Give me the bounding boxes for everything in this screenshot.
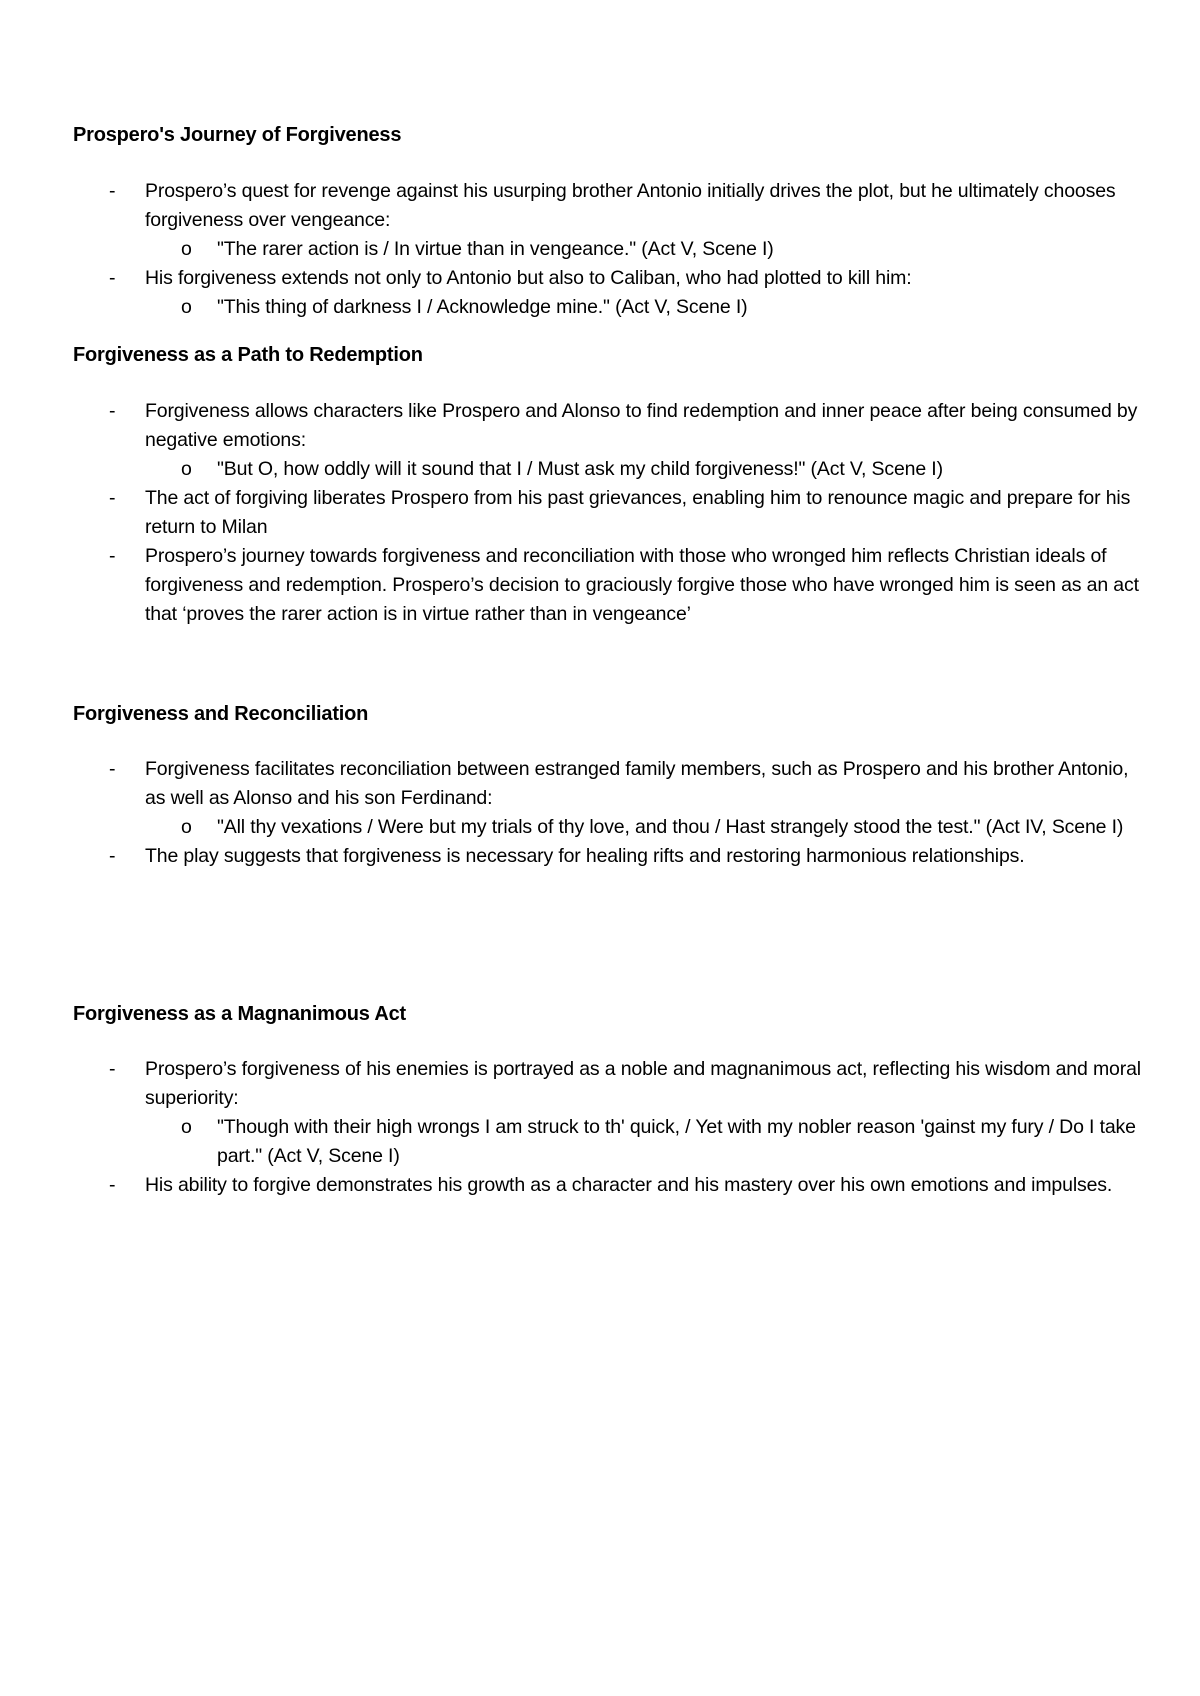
sub-list: [145, 455, 1143, 484]
quote-item: [145, 293, 1143, 322]
section-heading: Prospero's Journey of Forgiveness: [73, 124, 402, 146]
list-item-text: Prospero’s forgiveness of his enemies is portrayed as a noble and magnanimous act, reflecting his wisdom and moral superiority:: [145, 1058, 1141, 1109]
dash-bullet-marker: -: [109, 1174, 116, 1196]
dash-bullet-marker: -: [109, 267, 116, 289]
list-item: [73, 177, 1143, 264]
section-heading: Forgiveness as a Path to Redemption: [73, 344, 423, 366]
dash-bullet-marker: -: [109, 758, 116, 780]
dash-bullet-marker: -: [109, 400, 116, 422]
section-magnanimous: [73, 1000, 1143, 1028]
dash-bullet-marker: -: [109, 180, 116, 202]
quote-item: [145, 813, 1143, 842]
list-item-text: The act of forgiving liberates Prospero from his past grievances, enabling him to renounce magic and prepare for his return to Milan: [145, 487, 1131, 538]
dash-bullet-marker: -: [109, 545, 116, 567]
sub-list: [145, 1113, 1143, 1171]
sub-list: [145, 235, 1143, 264]
dash-bullet-marker: -: [109, 487, 116, 509]
section-journey: [73, 121, 1143, 149]
list-item-text: His ability to forgive demonstrates his growth as a character and his mastery over his own emotions and impulses.: [145, 1174, 1113, 1196]
quote-text: "But O, how oddly will it sound that I / Must ask my child forgiveness!" (Act V, Scene I): [217, 458, 943, 480]
sub-list: [145, 293, 1143, 322]
section-reconciliation: [73, 700, 1143, 728]
circle-bullet-marker: o: [181, 296, 192, 318]
list-item: [73, 542, 1143, 629]
section-heading: Forgiveness and Reconciliation: [73, 703, 369, 725]
quote-item: [145, 235, 1143, 264]
list-item: [73, 264, 1143, 322]
list-item: [73, 397, 1143, 484]
bullet-list: [73, 1055, 1143, 1200]
quote-text: "Though with their high wrongs I am struck to th' quick, / Yet with my nobler reason 'gainst my fury / Do I take part." (Act V, Scene I): [217, 1116, 1136, 1167]
dash-bullet-marker: -: [109, 845, 116, 867]
bullet-list: [73, 755, 1143, 871]
circle-bullet-marker: o: [181, 458, 192, 480]
circle-bullet-marker: o: [181, 816, 192, 838]
section-redemption: [73, 341, 1143, 369]
list-item: [73, 842, 1143, 871]
circle-bullet-marker: o: [181, 1116, 192, 1138]
circle-bullet-marker: o: [181, 238, 192, 260]
list-item: [73, 484, 1143, 542]
list-item: [73, 1171, 1143, 1200]
bullet-list: [73, 397, 1143, 629]
quote-text: "The rarer action is / In virtue than in vengeance." (Act V, Scene I): [217, 238, 774, 260]
list-item-text: The play suggests that forgiveness is necessary for healing rifts and restoring harmonious relationships.: [145, 845, 1025, 867]
quote-item: [145, 455, 1143, 484]
list-item-text: His forgiveness extends not only to Antonio but also to Caliban, who had plotted to kill him:: [145, 267, 912, 289]
list-item-text: Prospero’s journey towards forgiveness and reconciliation with those who wronged him reflects Christian ideals of forgiveness and redemption. Prospero’s decision to graciously forgive those who have wronged him is seen as an act that ‘proves the rarer action is in virtue rather than in vengeance’: [145, 545, 1139, 625]
bullet-list: [73, 177, 1143, 322]
sub-list: [145, 813, 1143, 842]
list-item-text: Prospero’s quest for revenge against his usurping brother Antonio initially drives the plot, but he ultimately chooses forgiveness over vengeance:: [145, 180, 1116, 231]
quote-text: "This thing of darkness I / Acknowledge mine." (Act V, Scene I): [217, 296, 748, 318]
quote-item: [145, 1113, 1143, 1171]
list-item-text: Forgiveness allows characters like Prospero and Alonso to find redemption and inner peace after being consumed by negative emotions:: [145, 400, 1138, 451]
list-item: [73, 755, 1143, 842]
section-heading: Forgiveness as a Magnanimous Act: [73, 1003, 406, 1025]
list-item: [73, 1055, 1143, 1171]
dash-bullet-marker: -: [109, 1058, 116, 1080]
list-item-text: Forgiveness facilitates reconciliation between estranged family members, such as Prospero and his brother Antonio, as well as Alonso and his son Ferdinand:: [145, 758, 1129, 809]
quote-text: "All thy vexations / Were but my trials of thy love, and thou / Hast strangely stood the test." (Act IV, Scene I): [217, 816, 1124, 838]
